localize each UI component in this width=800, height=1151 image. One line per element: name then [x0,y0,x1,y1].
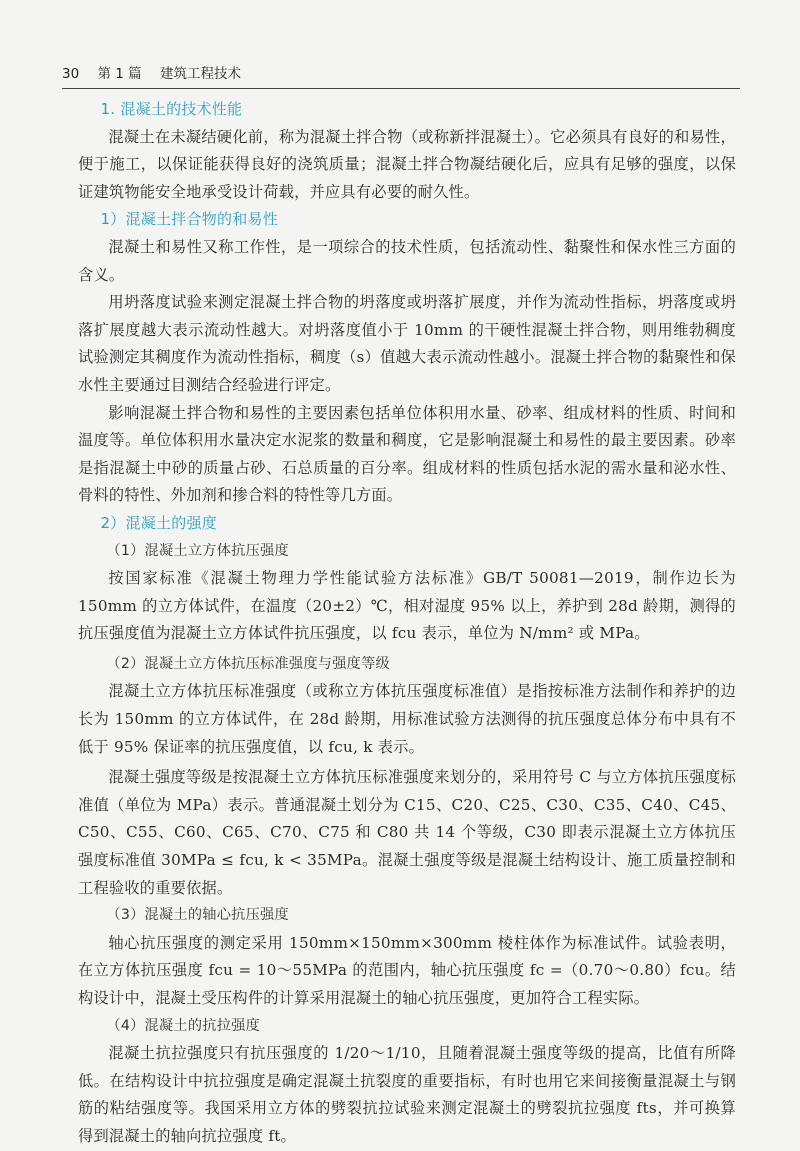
header-divider [62,88,740,89]
page-body [78,96,736,1151]
paragraph: 轴心抗压强度的测定采用 150mm×150mm×300mm 棱柱体作为标准试件。试验表明，在立方体抗压强度 fcu = 10～55MPa 的范围内，轴心抗压强度 fc =（0.70～0.80）fcu。结构设计中，混凝土受压构件的计算采用混凝土的轴心抗压强度，更加符合工程实际。 [78,933,736,1007]
item-heading: （2）混凝土立方体抗压标准强度与强度等级 [106,655,390,672]
part-label: 第 1 篇 [97,66,142,82]
paragraph: 混凝土强度等级是按混凝土立方体抗压标准强度来划分的，采用符号 C 与立方体抗压强度标准值（单位为 MPa）表示。普通混凝土划分为 C15、C20、C25、C30、C35、C40、C45、C50、C55、C60、C65、C70、C75 和 C80 共 14 个等级，C30 即表示混凝土立方体抗压强度标准值 30MPa ≤ fcu, k < 35MPa。混凝土强度等级是混凝土结构设计、施工质量控制和工程验收的重要依据。 [78,768,736,897]
item-heading: （4）混凝土的抗拉强度 [106,1017,261,1034]
section-heading: 1. 混凝土的技术性能 [100,100,243,118]
part-title: 建筑工程技术 [159,66,241,82]
paragraph: 影响混凝土拌合物和易性的主要因素包括单位体积用水量、砂率、组成材料的性质、时间和温度等。单位体积用水量决定水泥浆的数量和稠度，它是影响混凝土和易性的最主要因素。砂率是指混凝土中砂的质量占砂、石总质量的百分率。组成材料的性质包括水泥的需水量和泌水性、骨料的特性、外加剂和掺合料的特性等几方面。 [78,403,736,505]
item-heading: （3）混凝土的轴心抗压强度 [106,907,289,924]
paragraph: 用坍落度试验来测定混凝土拌合物的坍落度或坍落扩展度，并作为流动性指标，坍落度或坍落扩展度越大表示流动性越大。对坍落度值小于 10mm 的干硬性混凝土拌合物，则用维勃稠度试验测定其稠度作为流动性指标，稠度（s）值越大表示流动性越小。混凝土拌合物的黏聚性和保水性主要通过目测结合经验进行评定。 [78,293,736,394]
subsection-heading: 2）混凝土的强度 [100,513,218,532]
item-heading: （1）混凝土立方体抗压强度 [106,542,289,559]
paragraph: 按国家标准《混凝土物理力学性能试验方法标准》GB/T 50081—2019，制作边长为 150mm 的立方体试件，在温度（20±2）℃，相对湿度 95% 以上，养护到 28d 龄期，测得的抗压强度值为混凝土立方体试件抗压强度，以 fcu 表示，单位为 N/mm² 或 MPa。 [78,569,736,643]
page-number: 30 [62,66,80,82]
paragraph: 混凝土立方体抗压标准强度（或称立方体抗压强度标准值）是指按标准方法制作和养护的边长为 150mm 的立方体试件，在 28d 龄期，用标准试验方法测得的抗压强度总体分布中具有不低于 95% 保证率的抗压强度值，以 fcu, k 表示。 [78,682,736,756]
paragraph: 混凝土在未凝结硬化前，称为混凝土拌合物（或称新拌混凝土）。它必须具有良好的和易性，便于施工，以保证能获得良好的浇筑质量；混凝土拌合物凝结硬化后，应具有足够的强度，以保证建筑物能安全地承受设计荷载，并应具有必要的耐久性。 [78,127,736,201]
paragraph: 混凝土和易性又称工作性，是一项综合的技术性质，包括流动性、黏聚性和保水性三方面的含义。 [78,237,736,284]
subsection-heading: 1）混凝土拌合物的和易性 [100,210,279,229]
running-header [62,62,742,86]
paragraph: 混凝土抗拉强度只有抗压强度的 1/20～1/10，且随着混凝土强度等级的提高，比值有所降低。在结构设计中抗拉强度是确定混凝土抗裂度的重要指标，有时也用它来间接衡量混凝土与钢筋的粘结强度等。我国采用立方体的劈裂抗拉试验来测定混凝土的劈裂抗拉强度 fts，并可换算得到混凝土的轴向抗拉强度 ft。 [78,1044,736,1145]
